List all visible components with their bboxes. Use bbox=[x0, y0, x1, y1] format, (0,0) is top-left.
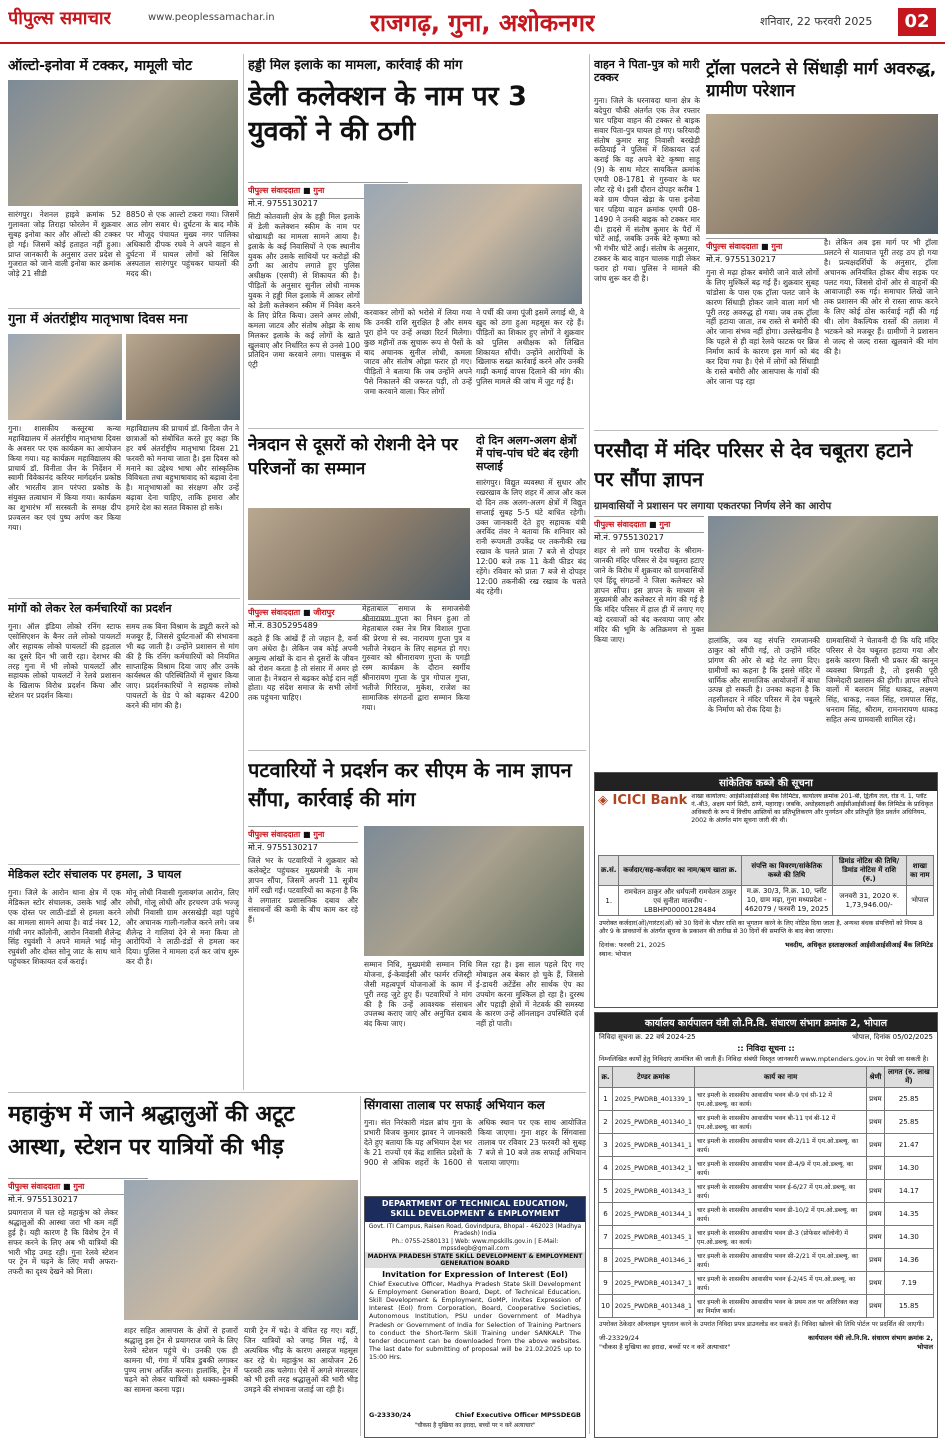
alto-body-1: सारंगपुर। नेशनल हाइवे क्रमांक 52 गुलावता जोड़ तिराहा फोरलेन में शुक्रवार सुबह इनोवा कार और ऑल्टो की टक्कर हो गई। जिसमें कोई हताहत नहीं हुआ। प्राप्त जानकारी के अनुसार उत्तर प्रदेश से गुजरात को जाने वाली इनोवा कार क्रमांक जोड़े 21 सीडी bbox=[8, 210, 121, 279]
icici-header-cell: संपत्ति का विवरण/सांकेतिक कब्जे की तिथि bbox=[741, 856, 832, 886]
kumbh-mobile: मो.नं. 9755130217 bbox=[8, 1195, 78, 1204]
icici-date: दिनांक: फरवरी 21, 2025 bbox=[599, 941, 666, 950]
collection-body-2: करवाकर लोगों को भरोसे में लिया गया कि उनकी राशि सुरक्षित है और समय पूरा होने पर उन्हें अच्छा रिटर्न मिलेगा। कुछ महीनों तक सुचारू रूप से पैसों के बाद अचानक सुनील लोधी, कमला जाटव और संतोष ओझा फरार हो गए। पीड़ितों ने बताया कि जब उन्होंने अपने पैसे निकालने की जरूरत पड़ी, तो उन्हें जमा करवाने वाला। फिर लोगों bbox=[364, 308, 472, 397]
tender-row-cell: 2025_PWDRB_401348_1 bbox=[612, 1295, 694, 1318]
icici-row-cell: जनवरी 31, 2020 रु. 1,73,946.00/- bbox=[832, 886, 906, 916]
tender-office: कार्यालय कार्यपालन यंत्री लो.नि.वि. संधारण संभाग क्रमांक 2, भोपाल bbox=[595, 1013, 937, 1032]
tender-row-cell: 9 bbox=[599, 1272, 613, 1295]
tender-row-cell: 2025_PWDRB_401340_1 bbox=[612, 1111, 694, 1134]
tender-row-cell: चार इमली के शासकीय आवासीय भवन के प्रथम तल पर अतिरिक्त कक्ष का निर्माण कार्य। bbox=[695, 1295, 867, 1318]
matri-body-2: महाविद्यालय की प्राचार्य डॉ. विनीता जैन ने छात्राओं को संबोधित करते हुए कहा कि हर वर्ष अंतर्राष्ट्रीय मातृभाषा दिवस 21 फरवरी को मनाया जाता है। इस दिवस को मनाने का उद्देश्य भाषा और सांस्कृतिक विविधता तथा बहुभाषावाद को बढ़ावा देना है। मातृभाषाओं का संरक्षण और उन्हें बढ़ावा देना चाहिए, ताकि हमारा और हमारे देश का सतत विकास हो सके। bbox=[126, 424, 239, 513]
patwari-photo bbox=[364, 826, 584, 956]
icici-sign: भवदीय, अधिकृत हस्ताक्षरकर्ता आईसीआईसीआई बैंक लिमिटेड bbox=[784, 941, 933, 950]
icici-row-cell: रामचेतन ठाकुर और धर्मपत्नी रामचेतन ठाकुर एवं सुनीता मालवीय - LBBHP00000128484 bbox=[619, 886, 741, 916]
issue-date: शनिवार, 22 फरवरी 2025 bbox=[760, 15, 873, 28]
dept-board: MADHYA PRADESH STATE SKILL DEVELOPMENT & EMPLOYMENT GENERATION BOARD bbox=[365, 1252, 585, 1268]
tender-row-cell: 14.30 bbox=[884, 1226, 933, 1249]
icici-sign-row bbox=[595, 938, 937, 960]
rail-headline: मांगों को लेकर रेल कर्मचारियों का प्रदर्शन bbox=[8, 602, 172, 615]
table-row bbox=[599, 1272, 934, 1295]
divider bbox=[8, 864, 240, 865]
tender-row-cell: प्रथम bbox=[867, 1088, 885, 1111]
page-number: 02 bbox=[898, 8, 936, 36]
medical-headline: मेडिकल स्टोर संचालक पर हमला, 3 घायल bbox=[8, 868, 182, 881]
collection-photo bbox=[364, 184, 582, 304]
tender-row-cell: 2025_PWDRB_401339_1 bbox=[612, 1088, 694, 1111]
table-row bbox=[599, 1157, 934, 1180]
byline-agency: पीपुल्स संवाददाता bbox=[706, 242, 759, 251]
tender-row-cell: 2025_PWDRB_401341_1 bbox=[612, 1134, 694, 1157]
collection-kicker: हड्डी मिल इलाके का मामला, कार्रवाई की मांग bbox=[248, 58, 463, 73]
tender-row-cell: 14.36 bbox=[884, 1249, 933, 1272]
tender-row-cell: चार इमली के शासकीय आवासीय भवन बी-9 एवं सी-12 में एम.ओ.डब्ल्यू. का कार्य। bbox=[695, 1088, 867, 1111]
tender-code: जी-23329/24 bbox=[599, 1333, 639, 1342]
divider bbox=[8, 308, 240, 309]
medical-body-2: मोनू लोधी निवासी गुलाबगंज आरोन, लिए लोधी, गोलू लोधी और हरचरण उर्फ भज्जू लोधी निवासी ग्राम अरसखेड़ी वहां पहुंचे और अचानक गाली-गलौज करने लगे। जब शैलेन्द्र ने गालियां देने से मना किया तो आरोपियों ने लाठी-डंडों से हमला कर दिया। पुलिस ने मामला दर्ज कर जांच शुरू कर दी है। bbox=[126, 888, 239, 967]
trolla-headline: ट्रॉला पलटने से सिंधाड़ी मार्ग अवरुद्ध, ग्रामीण परेशान bbox=[706, 59, 937, 102]
eoi-body: Chief Executive Officer, Madhya Pradesh State Skill Development & Employment Generation Board, Dept. of Technical Education, Skill Development & Employment, GoMP, invites Expression of Interest (EoI) from Corporation, Board, Cooperative Societies, Autonomous Institution, PSU under Government of Madhya Pradesh or Government of India for Selection of Training Partners to conduct the Short-Term Skill Training under SANKALP. The tender document can be downloaded from the above websites. The last date for submitting of proposal will be 21.02.2025 up to 15:00 Hrs. bbox=[369, 1280, 581, 1362]
matri-body-1: गुना। शासकीय कस्तूरबा कन्या महाविद्यालय में अंतर्राष्ट्रीय मातृभाषा दिवस के अवसर पर एक कार्यक्रम का आयोजन किया गया। यह कार्यक्रम महाविद्यालय की प्राचार्य डॉ. विनीता जैन के निर्देशन में स्वामी विवेकानंद करियर मार्गदर्शन प्रकोष्ठ और भारतीय ज्ञान परंपरा प्रकोष्ठ के संयुक्त तत्वाधान में किया गया। कार्यक्रम का शुभारंभ माँ सरस्वती के समक्ष दीप प्रज्वलन कर एवं पुष्प अर्पण कर किया गया। bbox=[8, 424, 121, 532]
kumbh-photo bbox=[124, 1180, 358, 1320]
tender-row-cell: 5 bbox=[599, 1180, 613, 1203]
table-row bbox=[599, 1111, 934, 1134]
divider bbox=[594, 430, 938, 431]
eoi-slogan: "चौकस है मुखिया का इरादा, बच्चों पर न करें अत्याचार" bbox=[414, 1421, 536, 1429]
dept-name-2: SKILL DEVELOPMENT & EMPLOYMENT bbox=[390, 1209, 560, 1219]
byline-agency: पीपुल्स संवाददाता bbox=[248, 186, 301, 195]
table-row bbox=[599, 1180, 934, 1203]
icici-header-cell: शाखा का नाम bbox=[906, 856, 933, 886]
patwari-body-1: जिले भर के पटवारियों ने शुक्रवार को कलेक्ट्रेट पहुंचकर मुख्यमंत्री के नाम ज्ञापन सौंपा, जिसमें अपनी 11 सूत्रीय मांगें रखी गईं। पटवारियों का कहना है कि वे लगातार प्रशासनिक दबाव और संसाधनों की कमी के बीच काम कर रहे हैं। bbox=[248, 856, 358, 925]
tender-row-cell: चार इमली के शासकीय आवासीय भवन ई-6/27 में एम.ओ.डब्ल्यू. का कार्य। bbox=[695, 1180, 867, 1203]
icici-notice bbox=[594, 772, 938, 1008]
tender-header-cell: श्रेणी bbox=[867, 1067, 885, 1088]
tender-row-cell: प्रथम bbox=[867, 1295, 885, 1318]
tender-row-cell: प्रथम bbox=[867, 1180, 885, 1203]
tender-sign-row bbox=[595, 1331, 937, 1353]
column-rule bbox=[589, 54, 590, 1434]
tender-row-cell: 25.85 bbox=[884, 1111, 933, 1134]
alto-body-2: 8850 से एक आल्टो टकरा गया। जिसमें आठ लोग सवार थे। दुर्घटना के बाद मौके पर मौजूद पंचायत मुख्य नगर पालिका अधिकारी दीपक रघवे ने अपने वाहन से दुर्घटना में घायल लोगों को सिविल अस्पताल सारंगपुर पहुंचकर घायलों की मदद की। bbox=[126, 210, 239, 279]
icici-row-cell: भोपाल bbox=[906, 886, 933, 916]
patwari-mobile: मो.नं. 9755130217 bbox=[248, 843, 318, 852]
netradan-body-1: मेहताबाल समाज के समाजसेवी श्रीनारायण गुप्ता का निधन हुआ तो मेहताबाल रक्त नेत्र मित्र विशाल गुप्ता की प्रेरणा से स्व. नारायण गुप्ता पुत्र व भतीजे नेत्रदान के लिए सहमत हो गए। गुरुवार को श्रीनारायण गुप्ता के पगड़ी रस्म कार्यक्रम के दौरान स्वर्गीय श्रीनारायण गुप्ता के पुत्र गोपाल गुप्ता, भतीजे गिरिराज, मुकेश, राजेश का सामाजिक संगठनों द्वारा सम्मान किया गया। bbox=[362, 604, 470, 712]
tender-row-cell: 2 bbox=[599, 1111, 613, 1134]
talab-body: गुना। संत निरंकारी मंडल ब्रांच गुना के प्रभारी विजय कुमार झावर ने जानकारी देते हुए बताया कि यह अभियान देश भर के 21 राज्यों एवं केंद्र शासित प्रदेशों के 900 से अधिक शहरों के 1600 से अधिक स्थान पर एक साथ आयोजित किया जाएगा। गुना शहर के सिंगवासा तालाब पर रविवार 23 फरवरी को सुबह 7 बजे से 10 बजे तक सफाई अभियान चलाया जाएगा। bbox=[364, 1118, 586, 1167]
dept-header bbox=[365, 1197, 585, 1222]
table-row bbox=[599, 1226, 934, 1249]
alto-headline: ऑल्टो-इनोवा में टक्कर, मामूली चोट bbox=[8, 58, 193, 74]
kumbh-byline: पीपुल्स संवाददाता ■ गुना bbox=[8, 1178, 148, 1195]
trolla-byline: पीपुल्स संवाददाता ■ गुना bbox=[706, 238, 826, 255]
tender-dated: भोपाल, दिनांक 05/02/2025 bbox=[852, 1033, 933, 1041]
tender-header-cell: टेण्डर क्रमांक bbox=[612, 1067, 694, 1088]
eoi-code: G-23330/24 bbox=[369, 1410, 412, 1419]
parsauda-body-3: ग्रामवासियों ने चेतावनी दी कि यदि मंदिर परिसर से देव चबूतरा हटाया गया और इसके कारण किसी भी प्रकार की कानून व्यवस्था बिगड़ती है, तो इसकी पूरी जिम्मेदारी प्रशासन की होगी। ज्ञापन सौंपने वालों में बलराम सिंह धाकड़, लक्ष्मण सिंह, धाकड़, नवल सिंह, रामपाल सिंह, धनराम सिंह, श्रीराम, रामनारायण धाकड़ सहित अन्य ग्रामवासी शामिल रहे। bbox=[826, 636, 938, 725]
table-row bbox=[599, 1295, 934, 1318]
parsauda-photo bbox=[708, 516, 938, 632]
trolla-body-1: गुना से मढ़ा होकर बमोरी जाने वाले लोगों के लिए मुश्किलें बढ़ गई हैं। शुक्रवार सुबह चांडोसा के पास एक ट्रॉला पलट जाने के कारण सिंधाड़ी होकर जाने वाला मार्ग भी पूरी तरह अवरुद्ध हो गया। जब तक ट्रॉला नहीं हटाया जाता, तब रास्ते से बमोरी की ओर जाना संभव नहीं होगा। उल्लेखनीय है कि पहले से ही वहां रेलवे फाटक पर ब्रिज निर्माण कार्य के कारण इस मार्ग को बंद कर दिया गया है। ऐसे में लोगों को सिंधाड़ी के रास्ते बमोरी और आसपास के गांवों की ओर जाना पड़ रहा bbox=[706, 268, 819, 386]
byline-place: गुना bbox=[73, 1182, 85, 1191]
tender-row-cell: प्रथम bbox=[867, 1111, 885, 1134]
collection-body-3: ने पर्ची की जमा पूंजी इसमें लगाई थी, वे खुद को ठगा हुआ महसूस कर रहे हैं। पीड़ितों का शिकार हुए लोगों ने शुक्रवार को पुलिस अधीक्षक को लिखित शिकायत सौंपी। उन्होंने आरोपियों के खिलाफ सख्त कार्रवाई करने और उनकी गाढ़ी कमाई वापस दिलाने की मांग की। पुलिस मामले की जांच में जुट गई है। bbox=[476, 308, 584, 387]
collection-body-1: सिटी कोतवाली क्षेत्र के हड्डी मिल इलाके में डेली कलेक्शन स्कीम के नाम पर धोखाधड़ी का मामला सामने आया है। इलाके के कई निवासियों ने एक स्थानीय युवक और उसके साथियों पर करोड़ों की ठगी का आरोप लगाते हुए पुलिस अधीक्षक (एसपी) से शिकायत की है। पीड़ितों के अनुसार सुनील लोधी नामक युवक ने हड्डी मिल इलाके में आकर लोगों को डेली कलेक्शन स्कीम में निवेश करने के लिए प्रेरित किया। उसने अमर लोधी, कमला जाटव और संतोष ओझा के साथ मिलकर इलाके के कई लोगों के खाते खुलवाए और निर्धारित रूप से उनसे 100 प्रतिदिन जमा करवाने लगा। पासबुक में एंट्री bbox=[248, 212, 360, 370]
medical-body-1: गुना। जिले के आरोन थाना क्षेत्र में एक मेडिकल स्टोर संचालक, उसके भाई और एक दोस्त पर लाठी-डंडों से हमला करने का मामला सामने आया है। वार्ड नंबर 12, गांधी नगर कॉलोनी, आरोन निवासी शैलेन्द्र सिंह रघुवंशी ने अपने मामले भाई मोनू रघुवंशी और दोस्त सोनू जाट के साथ थाने पहुंचकर शिकायत दर्ज कराई। bbox=[8, 888, 121, 967]
vehicle-headline: वाहन ने पिता-पुत्र को मारी टक्कर bbox=[594, 58, 700, 85]
divider bbox=[248, 750, 586, 751]
netradan-body-2: कहते हैं कि आंखें हैं तो जहान है, वर्ना जग अंधेरा है। लेकिन जब कोई अपनी अमूल्य आंखों के दान से दूसरों के जीवन को रोशन करता है तो संसार में अमर हो जाता है। नेत्रदान से बढ़कर कोई दान नहीं होता। यह संदेश समाज के सभी लोगों तक पहुंचना चाहिए। bbox=[248, 634, 358, 703]
parsauda-subhead: ग्रामवासियों ने प्रशासन पर लगाया एकतरफा निर्णय लेने का आरोप bbox=[594, 501, 832, 512]
parsauda-body-2: हालांकि, जब यह संपत्ति रामजानकी ठाकुर को सौंपी गई, तो उन्होंने मंदिर प्रांगण की ओर से बड़े गेट लगा दिए। ग्रामीणों का कहना है कि इससे मंदिर में धार्मिक और सामाजिक आयोजनों में बाधा उत्पन्न हो सकती है। उनका कहना है कि तहसीलदार ने मंदिर परिसर में देव चबूतरे के निर्माण को रोक दिया है। bbox=[708, 636, 820, 715]
tender-row-cell: चार इमली के शासकीय आवासीय भवन डी-10/2 में एम.ओ.डब्ल्यू. का कार्य। bbox=[695, 1203, 867, 1226]
dept-name-1: DEPARTMENT OF TECHNICAL EDUCATION, bbox=[381, 1199, 569, 1208]
matri-photo-2 bbox=[126, 334, 240, 420]
patwari-body-2: सम्मान निधि, मुख्यमंत्री सम्मान निधि योजना, ई-केवाईसी और फार्मर रजिस्ट्री जैसी महत्वपूर्ण योजनाओं के काम में पूरी तरह जुटे हुए हैं। पटवारियों ने मांग की है कि उन्हें आवश्यक संसाधन उपलब्ध कराए जाएं और अनुचित दबाव बंद किया जाए। bbox=[364, 960, 472, 1029]
icici-bank-name: ICICI Bank bbox=[612, 793, 688, 808]
byline-agency: पीपुल्स संवाददाता bbox=[594, 520, 647, 529]
tender-row-cell: 2025_PWDRB_401345_1 bbox=[612, 1226, 694, 1249]
tender-row-cell: 2025_PWDRB_401344_1 bbox=[612, 1203, 694, 1226]
tender-row-cell: 7 bbox=[599, 1226, 613, 1249]
icici-intro: शाखा कार्यालय: आईसीआईसीआई बैंक लिमिटेड, कार्यालय क्रमांक 201-बी, द्वितीय तल, रोड नं. 1, प्लॉट नं.-बी3, अक्षय मार्ग सिटी, ठाणे, महाराष्ट्र। जबकि, अधोहस्ताक्षरी आईसीआईसीआई बैंक लिमिटेड के प्राधिकृत अधिकारी के रूप में वित्तीय आस्तियों का प्रतिभूतिकरण और पुनर्गठन और प्रतिभूति हित प्रवर्तन अधिनियम, 2002 के अंतर्गत मांग सूचना जारी की थी। bbox=[691, 793, 933, 825]
netradan-headline: नेत्रदान से दूसरों को रोशनी देने पर परिजनों का सम्मान bbox=[248, 435, 458, 479]
trolla-body-2: है। लेकिन अब इस मार्ग पर भी ट्रॉला पलटने से यातायात पूरी तरह ठप हो गया है। प्रत्यक्षदर्शियों के अनुसार, ट्रॉला अचानक अनियंत्रित होकर बीच सड़क पर पलट गया, जिससे दोनों ओर से वाहनों की आवाजाही रुक गई। समाचार लिखे जाने तक प्रशासन की ओर से रास्ता साफ करने के लिए कोई ठोस कार्रवाई नहीं की गई थी। लोग वैकल्पिक रास्तों की तलाश में भटकने को मजबूर हैं। ग्रामीणों ने प्रशासन से जल्द से जल्द रास्ता खुलवाने की मांग की है। bbox=[824, 238, 938, 356]
icici-header-cell: क्र.सं. bbox=[599, 856, 619, 886]
tender-row-cell: प्रथम bbox=[867, 1226, 885, 1249]
netradan-mobile: मो.नं. 8305295489 bbox=[248, 621, 318, 630]
divider bbox=[8, 1092, 586, 1093]
netradan-byline: पीपुल्स संवाददाता ■ जीरापुर bbox=[248, 604, 398, 621]
bijli-headline: दो दिन अलग-अलग क्षेत्रों में पांच-पांच घंटे बंद रहेगी सप्लाई bbox=[476, 434, 579, 474]
tender-row-cell: चार इमली के शासकीय आवासीय भवन ई-2/45 में एम.ओ.डब्ल्यू. का कार्य। bbox=[695, 1272, 867, 1295]
patwari-body-3: मिल रहा है। इस साल पहले दिए गए मोबाइल अब बेकार हो चुके हैं, जिससे ई-डायरी अटेंडेंस और सार्थक ऐप का उपयोग करना मुश्किल हो रहा है। दुरस्थ और पहाड़ी क्षेत्रों में नेटवर्क की समस्या के कारण उन्हें ऑनलाइन उपस्थिति दर्ज नहीं हो पाती। bbox=[476, 960, 584, 1029]
eoi-sign: Chief Executive Officer MPSSDEGB bbox=[455, 1410, 581, 1419]
tender-row-cell: प्रथम bbox=[867, 1272, 885, 1295]
tender-sign: कार्यपालन यंत्री लो.नि.वि. संधारण संभाग क्रमांक 2, भोपाल bbox=[808, 1333, 933, 1351]
eoi-advertisement bbox=[364, 1196, 586, 1438]
newspaper-logo[interactable]: पीपुल्स समाचार bbox=[8, 8, 111, 29]
tender-row-cell: प्रथम bbox=[867, 1249, 885, 1272]
byline-agency: पीपुल्स संवाददाता bbox=[8, 1182, 61, 1191]
byline-place: गुना bbox=[659, 520, 671, 529]
bijli-body: सारंगपुर। विद्युत व्यवस्था में सुधार और रखरखाव के लिए शहर में आज और कल दो दिन तक अलग-अलग क्षेत्रों में विद्युत सप्लाई सुबह 5-5 घंटे बाधित रहेगी। उक्त जानकारी देते हुए सहायक यंत्री अरविंद तंवर ने बताया कि शनिवार को रानी रूपमती उपकेंद्र पर तकनीकी रख रखाव के चलते प्रातः 7 बजे से दोपहर 12:00 बजे तक 11 केवी फीडर बंद रहेंगे। रविवार को प्रातः 7 बजे से दोपहर 12:00 तकनीकी रख रखाव के चलते बंद रहेगी। bbox=[476, 478, 586, 596]
icici-intro-row bbox=[595, 791, 937, 853]
parsauda-headline: परसौदा में मंदिर परिसर से देव चबूतरा हटाने पर सौंपा ज्ञापन bbox=[594, 438, 913, 491]
collection-mobile: मो.नं. 9755130217 bbox=[248, 199, 318, 208]
parsauda-byline: पीपुल्स संवाददाता ■ गुना bbox=[594, 516, 704, 533]
parsauda-body-1: शहर से लगे ग्राम परसौदा के श्रीराम-जानकी मंदिर परिसर से देव चबूतरा हटाए जाने के विरोध में शुक्रवार को ग्रामवासियों एवं हिंदू संगठनों ने जिला कलेक्टर को ज्ञापन सौंपा। इस ज्ञापन के माध्यम से मुख्यमंत्री और कलेक्टर से मांग की गई है कि मंदिर परिसर में हाल ही में लगाए गए बड़े दरवाजों को बंद करवाया जाए और मंदिर की भूमि के अतिक्रमण से मुक्त किया जाए। bbox=[594, 546, 704, 645]
vehicle-body: गुना। जिले के धरनावदा थाना क्षेत्र के बदेपुरा चौकी अंतर्गत एक तेज रफ्तार चार पहिया वाहन की टक्कर से बाइक सवार पिता-पुत्र घायल हो गए। फरियादी संतोष कुमार साहू निवासी बरखेड़ी रूठियाई ने पुलिस में शिकायत दर्ज कराई कि वह अपने बेटे कृष्णा साहू (9) के साथ मोटर सायकिल क्रमांक एमपी 08-1781 से गुरुवार के घर लौट रहे थे। इसी दौरान दोपहर करीब 1 बजे ग्राम पीपल खेड़ा के पास इनोवा चार पहिया वाहन क्रमांक एमपी 08-1490 ने उनकी बाइक को टक्कर मार दी। हादसे में संतोष कुमार के पैरों में चोटें आईं, जबकि उनके बेटे कृष्णा को भी गंभीर चोटें आईं। संतोष के अनुसार, टक्कर के बाद वाहन चालक गाड़ी लेकर फरार हो गया। पुलिस ने मामले की जांच शुरू कर दी है। bbox=[594, 96, 700, 284]
tender-row-cell: 8 bbox=[599, 1249, 613, 1272]
tender-title: :: निविदा सूचना :: bbox=[737, 1044, 795, 1053]
byline-place: गुना bbox=[313, 186, 325, 195]
table-row bbox=[599, 1134, 934, 1157]
tender-row-cell: 3 bbox=[599, 1134, 613, 1157]
table-row bbox=[599, 1088, 934, 1111]
tender-header-cell: क्र. bbox=[599, 1067, 613, 1088]
icici-header-cell: कर्जदार/सह-कर्जदार का नाम/ऋण खाता क्र. bbox=[619, 856, 741, 886]
kumbh-body-1: प्रयागराज में चल रहे महाकुंभ को लेकर श्रद्धालुओं की आस्था जरा भी कम नहीं हुई है। यही कारण है कि विशेष ट्रेन में सफर करने के लिए अब भी यात्रियों की भारी भीड़ उमड़ रही। गुना रेलवे स्टेशन पर ट्रेन में चढ़ने के लिए मची अफरा-तफरी का दृश्य देखने को मिला। bbox=[8, 1208, 118, 1277]
byline-agency: पीपुल्स संवाददाता bbox=[248, 608, 301, 617]
icici-header-cell: डिमांड नोटिस की तिथि/डिमांड नोटिस में राशि (रु.) bbox=[832, 856, 906, 886]
column-rule bbox=[360, 1096, 361, 1436]
eoi-footer bbox=[365, 1409, 585, 1421]
tender-row-cell: 14.17 bbox=[884, 1180, 933, 1203]
talab-headline: सिंगवासा तालाब पर सफाई अभियान कल bbox=[364, 1098, 545, 1112]
tender-row-cell: 10 bbox=[599, 1295, 613, 1318]
tender-row-cell: प्रथम bbox=[867, 1203, 885, 1226]
eoi-title: Invitation for Expression of Interest (EoI) bbox=[382, 1269, 568, 1279]
table-row bbox=[599, 1203, 934, 1226]
collection-headline: डेली कलेक्शन के नाम पर 3 युवकों ने की ठगी bbox=[248, 81, 527, 147]
tender-header-cell: लागत (रु. लाख में) bbox=[884, 1067, 933, 1088]
website-url[interactable]: www.peoplessamachar.in bbox=[148, 12, 275, 23]
tender-row-cell: 2025_PWDRB_401343_1 bbox=[612, 1180, 694, 1203]
netradan-photo bbox=[248, 508, 470, 600]
edition-title: राजगढ़, गुना, अशोकनगर bbox=[370, 9, 595, 37]
alto-photo bbox=[8, 80, 238, 206]
parsauda-mobile: मो.नं. 9755130217 bbox=[594, 533, 664, 542]
rail-body-2: समय तक बिना विश्राम के ड्यूटी करने को मजबूर हैं, जिससे दुर्घटनाओं की संभावना भी बढ़ जाती है। उन्होंने प्रशासन से मांग की है कि रनिंग कर्मचारियों को नियमित साप्ताहिक विश्राम दिया जाए और उनके कार्यस्थल की परिस्थितियों में सुधार किया जाए। प्रदर्शनकारियों ने सहायक लोको पायलटों के ग्रेड पे को बढ़ाकर 4200 करने की मांग की है। bbox=[126, 622, 239, 711]
tender-row-cell: प्रथम bbox=[867, 1157, 885, 1180]
tender-row-cell: 15.85 bbox=[884, 1295, 933, 1318]
tender-row-cell: 1 bbox=[599, 1088, 613, 1111]
tender-row-cell: चार इमली के शासकीय आवासीय भवन सी-2/11 में एम.ओ.डब्ल्यू. का कार्य। bbox=[695, 1134, 867, 1157]
divider bbox=[8, 598, 240, 599]
byline-agency: पीपुल्स संवाददाता bbox=[248, 830, 301, 839]
tender-row-cell: 14.30 bbox=[884, 1157, 933, 1180]
kumbh-body-2: शहर सहित आसपास के क्षेत्रों से हजारों श्रद्धालु इस ट्रेन से प्रयागराज जाने के लिए रेलवे स्टेशन पहुंचे थे। उनकी एक ही कामना थी, गंगा में पवित्र डुबकी लगाकर पुण्य लाभ अर्जित करना। हालांकि, ट्रेन में चढ़ने को लेकर यात्रियों को धक्का-मुक्की का सामना करना पड़ा। bbox=[124, 1326, 238, 1395]
tender-ref-row bbox=[595, 1032, 937, 1043]
tender-slogan: "चौकस है मुखिया का इरादा, बच्चों पर न करें अत्याचार" bbox=[599, 1342, 731, 1351]
tender-row-cell: चार इमली के शासकीय आवासीय भवन डी-3 (प्रोफेसर कॉलोनी) में एम.ओ.डब्ल्यू. का कार्य। bbox=[695, 1226, 867, 1249]
icici-place: स्थान: भोपाल bbox=[599, 950, 632, 959]
tender-row-cell: 21.47 bbox=[884, 1134, 933, 1157]
tender-row-cell: 6 bbox=[599, 1203, 613, 1226]
masthead bbox=[0, 0, 945, 44]
divider bbox=[248, 428, 584, 429]
patwari-headline: पटवारियों ने प्रदर्शन कर सीएम के नाम ज्ञापन सौंपा, कार्रवाई की मांग bbox=[248, 758, 572, 811]
tender-intro: निम्नलिखित कार्यों हेतु निविदाएं आमंत्रित की जाती हैं। निविदा संबंधी विस्तृत जानकारी www.mptenders.gov.in पर देखी जा सकती है। bbox=[599, 1055, 929, 1063]
rail-body-1: गुना। ऑल इंडिया लोको रनिंग स्टाफ एसोसिएशन के बैनर तले लोको पायलटों और सहायक लोको पायलटों की हड़ताल का दूसरे दिन भी जारी रहा। देशभर की तरह गुना में भी लोको पायलटों और सहायक लोको पायलटों ने रेलवे प्रशासन के खिलाफ विरोध प्रदर्शन किया और स्टेशन पर प्रदर्शन किया। bbox=[8, 622, 121, 701]
dept-phone: Ph.: 0755-2580131 | Web: www.mpskills.gov.in | E-Mail: mpssdegb@gmail.com bbox=[391, 1237, 559, 1252]
trolla-photo bbox=[706, 114, 938, 234]
tender-row-cell: 7.19 bbox=[884, 1272, 933, 1295]
tender-row-cell: चार इमली के शासकीय आवासीय भवन सी-2/21 में एम.ओ.डब्ल्यू. का कार्य। bbox=[695, 1249, 867, 1272]
kumbh-body-3: यात्री ट्रेन में चढ़े। वे वंचित रह गए। वहीं, जिन यात्रियों को जगह मिल गई, वे अत्यधिक भीड़ के कारण असहज महसूस कर रहे थे। महाकुंभ का आयोजन 26 फरवरी तक चलेगा। ऐसे में अगले मंगलवार को भी इसी तरह श्रद्धालुओं की भारी भीड़ उमड़ने की संभावना जताई जा रही है। bbox=[244, 1326, 358, 1395]
tender-row-cell: 4 bbox=[599, 1157, 613, 1180]
icici-table bbox=[598, 855, 934, 916]
trolla-mobile: मो.नं. 9755130217 bbox=[706, 255, 776, 264]
icici-notice-title: सांकेतिक कब्जे की सूचना bbox=[595, 773, 937, 791]
tender-row-cell: 2025_PWDRB_401347_1 bbox=[612, 1272, 694, 1295]
icici-row-cell: 1. bbox=[599, 886, 619, 916]
matri-photo-1 bbox=[8, 334, 122, 420]
tender-footer: उपरोक्त ठेकेदार ऑनलाइन भुगतान करने के उपरांत निविदा प्रपत्र डाउनलोड कर सकते हैं। निविदा खोलने की तिथि पोर्टल पर प्रदर्शित की जाएगी। bbox=[599, 1321, 925, 1329]
collection-byline: पीपुल्स संवाददाता ■ गुना bbox=[248, 182, 408, 199]
bank-icon: ◈ bbox=[598, 793, 608, 808]
tender-notice bbox=[594, 1012, 938, 1438]
tender-ref: निविदा सूचना क्र. 22 वर्ष 2024-25 bbox=[599, 1033, 696, 1041]
icici-footer: उपरोक्त कर्जदार(ओं)/गारंटर(ओं) को 30 दिनों के भीतर राशि का भुगतान करने के लिए नोटिस दिया जाता है, अन्यथा बंधक संपत्तियों को नियम 8 और 9 के प्रावधानों के अंतर्गत सूचना के प्रकाशन की तारीख से 30 दिनों की समाप्ति के बाद बेचा जाएगा। bbox=[599, 920, 923, 936]
tender-row-cell: 14.35 bbox=[884, 1203, 933, 1226]
kumbh-headline: महाकुंभ में जाने श्रद्धालुओं की अटूट आस्था, स्टेशन पर यात्रियों की भीड़ bbox=[8, 1102, 295, 1160]
tender-row-cell: प्रथम bbox=[867, 1134, 885, 1157]
icici-row-cell: म.क्र. 30/3, नि.क्र. 10, प्लॉट 10, ग्राम मढ़ा, गुना मध्यप्रदेश - 462079 / फरवरी 19, 2025 bbox=[741, 886, 832, 916]
patwari-byline: पीपुल्स संवाददाता ■ गुना bbox=[248, 826, 358, 843]
byline-place: जीरापुर bbox=[313, 608, 335, 617]
tender-row-cell: 2025_PWDRB_401342_1 bbox=[612, 1157, 694, 1180]
column-rule bbox=[243, 54, 244, 1090]
byline-place: गुना bbox=[771, 242, 783, 251]
tender-row-cell: चार इमली के शासकीय आवासीय भवन बी-11 एवं बी-12 में एम.ओ.डब्ल्यू. का कार्य। bbox=[695, 1111, 867, 1134]
table-row bbox=[599, 1249, 934, 1272]
byline-place: गुना bbox=[313, 830, 325, 839]
tender-row-cell: 25.85 bbox=[884, 1088, 933, 1111]
icici-logo bbox=[598, 793, 687, 851]
dept-address: Govt. ITI Campus, Raisen Road, Govindpura, Bhopal - 462023 (Madhya Pradesh) India bbox=[368, 1222, 582, 1237]
tender-row-cell: चार इमली के शासकीय आवासीय भवन डी-4/9 में एम.ओ.डब्ल्यू. का कार्य। bbox=[695, 1157, 867, 1180]
matri-headline: गुना में अंतर्राष्ट्रीय मातृभाषा दिवस मना bbox=[8, 312, 188, 327]
tender-row-cell: 2025_PWDRB_401346_1 bbox=[612, 1249, 694, 1272]
tender-header-cell: कार्य का नाम bbox=[695, 1067, 867, 1088]
tender-table bbox=[598, 1066, 934, 1318]
